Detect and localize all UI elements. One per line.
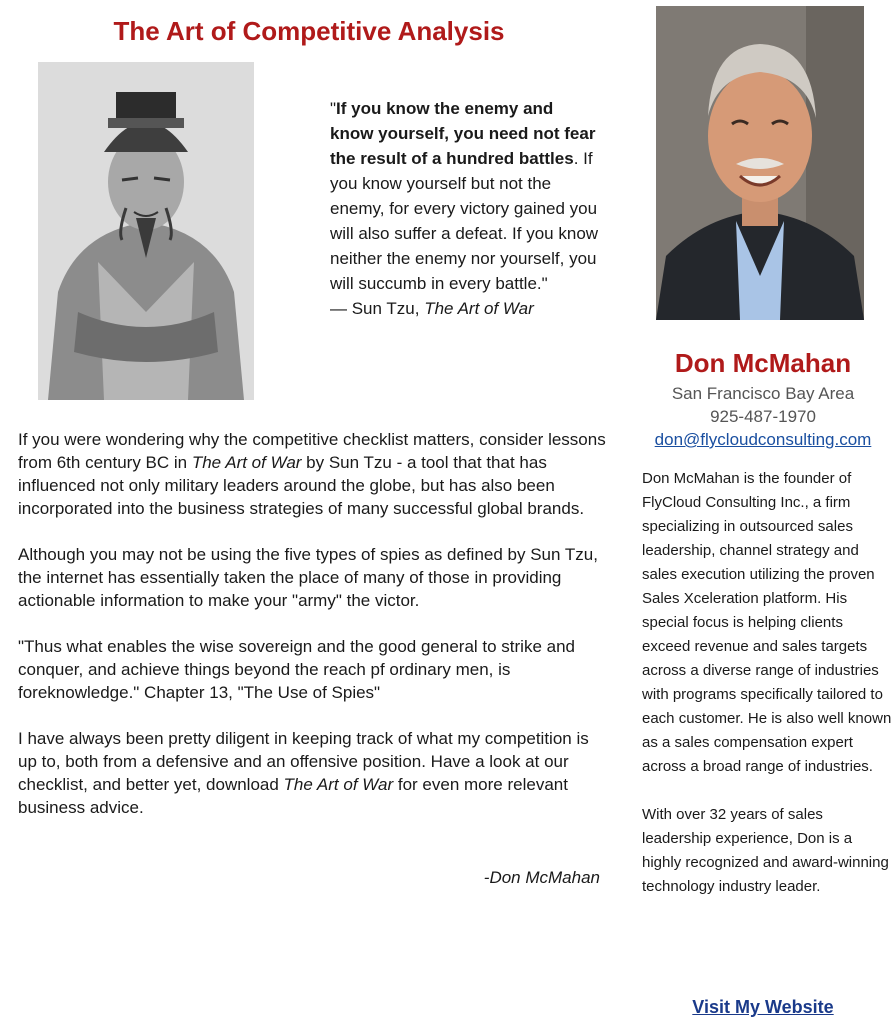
article-signature: -Don McMahan xyxy=(483,868,600,887)
paragraph-2: Although you may not be using the five types of spies as defined by Sun Tzu, the internet has essentially taken the place of many of those in providing actionable information to make your "army" the victor. xyxy=(18,545,598,610)
bio-paragraph-2: With over 32 years of sales leadership experience, Don is a highly recognized and award-winning technology industry leader. xyxy=(642,806,889,895)
article-title: The Art of Competitive Analysis xyxy=(113,16,505,46)
attribution-prefix: — Sun Tzu, xyxy=(330,299,425,318)
paragraph-1-text-a: If you were wondering why the competitive checklist matters, consider lessons from 6th century BC in xyxy=(18,430,606,472)
profile-name: Don McMahan xyxy=(674,348,852,378)
bio-paragraph-1: Don McMahan is the founder of FlyCloud Consulting Inc., a firm specializing in outsourced sales leadership, channel strategy and sales execution utilizing the proven Sales Xceleration platform. His special focus is helping clients exceed revenue and sales targets across a diverse range of industries with programs specifically tailored to each customer. He is also well known as a sales compensation expert across a broad range of industries. xyxy=(642,470,892,775)
paragraph-4-text-a: I have always been pretty diligent in keeping track of what my competition is up to, both from a defensive and an offensive position. Have a look at our checklist, and better yet, download xyxy=(18,729,589,794)
profile-phone: 925-487-1970 xyxy=(710,407,816,426)
paragraph-1-book-title: The Art of War xyxy=(191,453,302,472)
paragraph-1-text-b: by Sun Tzu - a tool that that has influenced not only military leaders around the globe, but has also been incorporated into the business strategies of many successful global brands. xyxy=(18,453,585,518)
paragraph-1 xyxy=(18,428,606,520)
paragraph-3: "Thus what enables the wise sovereign and the good general to strike and conquer, and achieve things beyond the reach pf ordinary men, is foreknowledge." Chapter 13, "The Use of Spies" xyxy=(18,637,575,702)
paragraph-4-text-b: for even more relevant business advice. xyxy=(18,775,568,817)
profile-location: San Francisco Bay Area xyxy=(671,384,855,403)
quote-open-mark: " xyxy=(330,99,337,118)
sun-tzu-quote xyxy=(330,96,600,321)
article-body xyxy=(18,428,606,842)
quote-rest-text: . If you know yourself but not the enemy, for every victory gained you will also suffer a defeat. If you know neither the enemy nor yourself, you will succumb in every battle." xyxy=(330,149,599,293)
profile-photo xyxy=(656,6,864,320)
sun-tzu-portrait-image xyxy=(38,62,254,400)
paragraph-4-book-title: The Art of War xyxy=(283,775,394,794)
visit-website-link[interactable]: Visit My Website xyxy=(692,997,834,1017)
quote-attribution xyxy=(330,296,600,321)
profile-bio xyxy=(642,467,892,923)
profile-email-link[interactable]: don@flycloudconsulting.com xyxy=(654,430,872,449)
paragraph-4 xyxy=(18,727,606,819)
quote-bold-text: If you know the enemy and know yourself, you need not fear the result of a hundred battles xyxy=(330,99,596,168)
attribution-work-title: The Art of War xyxy=(424,299,534,318)
profile-sidebar xyxy=(630,0,896,1024)
